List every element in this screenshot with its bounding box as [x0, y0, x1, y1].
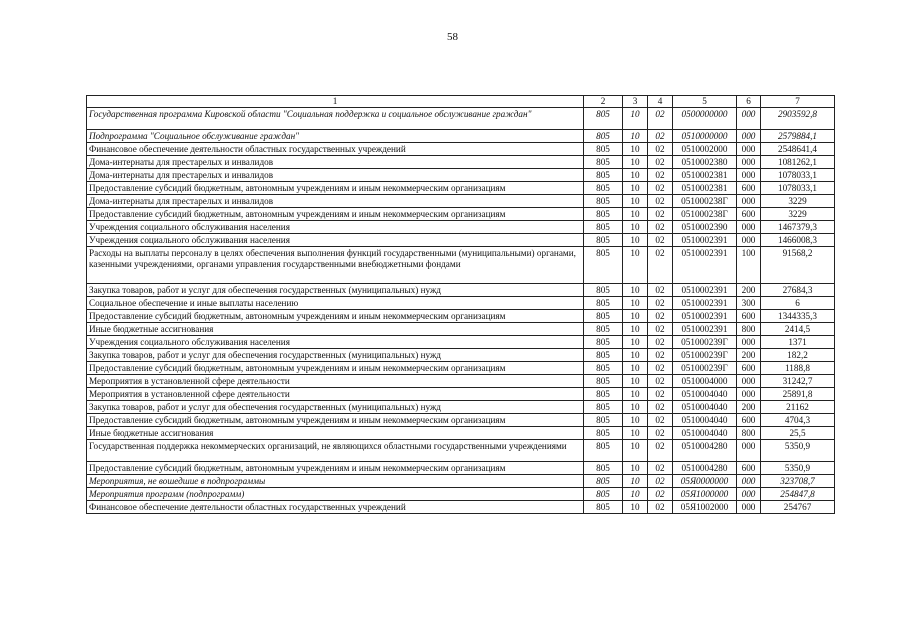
row-name-cell: Учреждения социального обслуживания населения — [87, 221, 584, 234]
section-code-cell: 10 — [623, 143, 648, 156]
ministry-code-cell: 805 — [584, 297, 623, 310]
table-row — [87, 462, 835, 475]
amount-cell: 2548641,4 — [761, 143, 835, 156]
subsection-code-cell: 02 — [648, 362, 673, 375]
section-code-cell: 10 — [623, 475, 648, 488]
subsection-code-cell: 02 — [648, 156, 673, 169]
amount-cell: 1078033,1 — [761, 182, 835, 195]
target-article-cell: 0510004040 — [673, 388, 737, 401]
row-name-cell: Государственная программа Кировской области "Социальная поддержка и социальное обслуживание граждан" — [87, 108, 584, 130]
amount-cell: 1467379,3 — [761, 221, 835, 234]
header-row — [87, 96, 835, 108]
subsection-code-cell: 02 — [648, 414, 673, 427]
ministry-code-cell: 805 — [584, 221, 623, 234]
subsection-code-cell: 02 — [648, 475, 673, 488]
section-code-cell: 10 — [623, 501, 648, 514]
expense-type-cell: 200 — [737, 401, 761, 414]
table-row — [87, 349, 835, 362]
table-row — [87, 488, 835, 501]
table-row — [87, 336, 835, 349]
subsection-code-cell: 02 — [648, 310, 673, 323]
row-name-cell: Дома-интернаты для престарелых и инвалидов — [87, 195, 584, 208]
ministry-code-cell: 805 — [584, 169, 623, 182]
subsection-code-cell: 02 — [648, 169, 673, 182]
row-name-cell: Учреждения социального обслуживания населения — [87, 336, 584, 349]
section-code-cell: 10 — [623, 284, 648, 297]
subsection-code-cell: 02 — [648, 130, 673, 143]
table-row — [87, 108, 835, 130]
amount-cell: 6 — [761, 297, 835, 310]
amount-cell: 4704,3 — [761, 414, 835, 427]
expense-type-cell: 000 — [737, 440, 761, 462]
subsection-code-cell: 02 — [648, 427, 673, 440]
row-name-cell: Дома-интернаты для престарелых и инвалидов — [87, 156, 584, 169]
row-name-cell: Мероприятия программ (подпрограмм) — [87, 488, 584, 501]
section-code-cell: 10 — [623, 401, 648, 414]
subsection-code-cell: 02 — [648, 195, 673, 208]
expense-type-cell: 000 — [737, 195, 761, 208]
section-code-cell: 10 — [623, 234, 648, 247]
expense-type-cell: 000 — [737, 488, 761, 501]
target-article-cell: 0500000000 — [673, 108, 737, 130]
table-row — [87, 375, 835, 388]
table-row — [87, 182, 835, 195]
section-code-cell: 10 — [623, 208, 648, 221]
table-row — [87, 208, 835, 221]
budget-table — [86, 95, 835, 514]
target-article-cell: 051000239Г — [673, 349, 737, 362]
expense-type-cell: 600 — [737, 414, 761, 427]
amount-cell: 3229 — [761, 208, 835, 221]
expense-type-cell: 600 — [737, 362, 761, 375]
ministry-code-cell: 805 — [584, 234, 623, 247]
expense-type-cell: 000 — [737, 169, 761, 182]
header-cell: 1 — [87, 96, 584, 108]
amount-cell: 1371 — [761, 336, 835, 349]
row-name-cell: Мероприятия, не вошедшие в подпрограммы — [87, 475, 584, 488]
expense-type-cell: 000 — [737, 336, 761, 349]
amount-cell: 27684,3 — [761, 284, 835, 297]
table-row — [87, 234, 835, 247]
row-name-cell: Закупка товаров, работ и услуг для обеспечения государственных (муниципальных) нужд — [87, 401, 584, 414]
target-article-cell: 0510002391 — [673, 247, 737, 284]
ministry-code-cell: 805 — [584, 440, 623, 462]
expense-type-cell: 600 — [737, 208, 761, 221]
section-code-cell: 10 — [623, 310, 648, 323]
subsection-code-cell: 02 — [648, 349, 673, 362]
row-name-cell: Предоставление субсидий бюджетным, автономным учреждениям и иным некоммерческим организациям — [87, 208, 584, 221]
table-row — [87, 414, 835, 427]
section-code-cell: 10 — [623, 349, 648, 362]
table-row — [87, 323, 835, 336]
subsection-code-cell: 02 — [648, 401, 673, 414]
ministry-code-cell: 805 — [584, 475, 623, 488]
table-row — [87, 440, 835, 462]
ministry-code-cell: 805 — [584, 108, 623, 130]
ministry-code-cell: 805 — [584, 375, 623, 388]
ministry-code-cell: 805 — [584, 349, 623, 362]
header-cell: 5 — [673, 96, 737, 108]
target-article-cell: 05Я0000000 — [673, 475, 737, 488]
subsection-code-cell: 02 — [648, 234, 673, 247]
target-article-cell: 0510002391 — [673, 297, 737, 310]
row-name-cell: Расходы на выплаты персоналу в целях обеспечения выполнения функций государственными (муниципальными) органами, казенными учреждениями, органами управления государственными внебюджетными фондами — [87, 247, 584, 284]
ministry-code-cell: 805 — [584, 323, 623, 336]
expense-type-cell: 600 — [737, 182, 761, 195]
row-name-cell: Предоставление субсидий бюджетным, автономным учреждениям и иным некоммерческим организациям — [87, 310, 584, 323]
subsection-code-cell: 02 — [648, 375, 673, 388]
ministry-code-cell: 805 — [584, 362, 623, 375]
target-article-cell: 0510004000 — [673, 375, 737, 388]
section-code-cell: 10 — [623, 375, 648, 388]
subsection-code-cell: 02 — [648, 182, 673, 195]
subsection-code-cell: 02 — [648, 388, 673, 401]
section-code-cell: 10 — [623, 336, 648, 349]
table-row — [87, 427, 835, 440]
row-name-cell: Финансовое обеспечение деятельности областных государственных учреждений — [87, 143, 584, 156]
amount-cell: 5350,9 — [761, 462, 835, 475]
amount-cell: 3229 — [761, 195, 835, 208]
amount-cell: 1188,8 — [761, 362, 835, 375]
amount-cell: 2903592,8 — [761, 108, 835, 130]
amount-cell: 182,2 — [761, 349, 835, 362]
row-name-cell: Предоставление субсидий бюджетным, автономным учреждениям и иным некоммерческим организациям — [87, 362, 584, 375]
target-article-cell: 0510002391 — [673, 284, 737, 297]
ministry-code-cell: 805 — [584, 247, 623, 284]
expense-type-cell: 000 — [737, 156, 761, 169]
ministry-code-cell: 805 — [584, 488, 623, 501]
table-row — [87, 362, 835, 375]
row-name-cell: Социальное обеспечение и иные выплаты населению — [87, 297, 584, 310]
amount-cell: 1466008,3 — [761, 234, 835, 247]
table-row — [87, 156, 835, 169]
ministry-code-cell: 805 — [584, 310, 623, 323]
table-row — [87, 221, 835, 234]
target-article-cell: 0510002381 — [673, 182, 737, 195]
target-article-cell: 051000238Г — [673, 195, 737, 208]
row-name-cell: Подпрограмма "Социальное обслуживание граждан" — [87, 130, 584, 143]
amount-cell: 2414,5 — [761, 323, 835, 336]
amount-cell: 2579884,1 — [761, 130, 835, 143]
section-code-cell: 10 — [623, 195, 648, 208]
header-cell: 2 — [584, 96, 623, 108]
section-code-cell: 10 — [623, 362, 648, 375]
row-name-cell: Учреждения социального обслуживания населения — [87, 234, 584, 247]
ministry-code-cell: 805 — [584, 156, 623, 169]
subsection-code-cell: 02 — [648, 221, 673, 234]
target-article-cell: 0510002391 — [673, 323, 737, 336]
subsection-code-cell: 02 — [648, 143, 673, 156]
target-article-cell: 0510002381 — [673, 169, 737, 182]
target-article-cell: 05Я1000000 — [673, 488, 737, 501]
amount-cell: 21162 — [761, 401, 835, 414]
row-name-cell: Предоставление субсидий бюджетным, автономным учреждениям и иным некоммерческим организациям — [87, 182, 584, 195]
ministry-code-cell: 805 — [584, 388, 623, 401]
target-article-cell: 0510002390 — [673, 221, 737, 234]
subsection-code-cell: 02 — [648, 488, 673, 501]
target-article-cell: 0510004280 — [673, 462, 737, 475]
expense-type-cell: 000 — [737, 388, 761, 401]
amount-cell: 1081262,1 — [761, 156, 835, 169]
expense-type-cell: 000 — [737, 501, 761, 514]
subsection-code-cell: 02 — [648, 336, 673, 349]
table-row — [87, 475, 835, 488]
ministry-code-cell: 805 — [584, 501, 623, 514]
expense-type-cell: 200 — [737, 349, 761, 362]
section-code-cell: 10 — [623, 323, 648, 336]
section-code-cell: 10 — [623, 247, 648, 284]
expense-type-cell: 600 — [737, 462, 761, 475]
expense-type-cell: 000 — [737, 143, 761, 156]
subsection-code-cell: 02 — [648, 501, 673, 514]
subsection-code-cell: 02 — [648, 462, 673, 475]
ministry-code-cell: 805 — [584, 130, 623, 143]
header-cell: 7 — [761, 96, 835, 108]
subsection-code-cell: 02 — [648, 440, 673, 462]
target-article-cell: 0510002000 — [673, 143, 737, 156]
table-row — [87, 297, 835, 310]
subsection-code-cell: 02 — [648, 247, 673, 284]
expense-type-cell: 000 — [737, 130, 761, 143]
section-code-cell: 10 — [623, 297, 648, 310]
target-article-cell: 0510002391 — [673, 234, 737, 247]
section-code-cell: 10 — [623, 130, 648, 143]
row-name-cell: Предоставление субсидий бюджетным, автономным учреждениям и иным некоммерческим организациям — [87, 462, 584, 475]
ministry-code-cell: 805 — [584, 427, 623, 440]
subsection-code-cell: 02 — [648, 108, 673, 130]
amount-cell: 25,5 — [761, 427, 835, 440]
amount-cell: 254767 — [761, 501, 835, 514]
table-row — [87, 501, 835, 514]
table-row — [87, 284, 835, 297]
section-code-cell: 10 — [623, 182, 648, 195]
amount-cell: 323708,7 — [761, 475, 835, 488]
target-article-cell: 0510002391 — [673, 310, 737, 323]
expense-type-cell: 000 — [737, 475, 761, 488]
expense-type-cell: 000 — [737, 108, 761, 130]
subsection-code-cell: 02 — [648, 284, 673, 297]
expense-type-cell: 800 — [737, 427, 761, 440]
table-row — [87, 130, 835, 143]
section-code-cell: 10 — [623, 462, 648, 475]
section-code-cell: 10 — [623, 414, 648, 427]
target-article-cell: 0510004280 — [673, 440, 737, 462]
row-name-cell: Иные бюджетные ассигнования — [87, 427, 584, 440]
ministry-code-cell: 805 — [584, 401, 623, 414]
table-row — [87, 388, 835, 401]
amount-cell: 91568,2 — [761, 247, 835, 284]
row-name-cell: Предоставление субсидий бюджетным, автономным учреждениям и иным некоммерческим организациям — [87, 414, 584, 427]
table-row — [87, 247, 835, 284]
row-name-cell: Закупка товаров, работ и услуг для обеспечения государственных (муниципальных) нужд — [87, 349, 584, 362]
table-row — [87, 401, 835, 414]
section-code-cell: 10 — [623, 221, 648, 234]
expense-type-cell: 000 — [737, 375, 761, 388]
row-name-cell: Финансовое обеспечение деятельности областных государственных учреждений — [87, 501, 584, 514]
row-name-cell: Закупка товаров, работ и услуг для обеспечения государственных (муниципальных) нужд — [87, 284, 584, 297]
ministry-code-cell: 805 — [584, 208, 623, 221]
table-row — [87, 169, 835, 182]
page-number: 58 — [447, 31, 458, 43]
subsection-code-cell: 02 — [648, 208, 673, 221]
expense-type-cell: 800 — [737, 323, 761, 336]
ministry-code-cell: 805 — [584, 462, 623, 475]
ministry-code-cell: 805 — [584, 182, 623, 195]
section-code-cell: 10 — [623, 156, 648, 169]
target-article-cell: 0510004040 — [673, 414, 737, 427]
expense-type-cell: 200 — [737, 284, 761, 297]
amount-cell: 5350,9 — [761, 440, 835, 462]
header-cell: 4 — [648, 96, 673, 108]
target-article-cell: 051000239Г — [673, 336, 737, 349]
section-code-cell: 10 — [623, 169, 648, 182]
amount-cell: 31242,7 — [761, 375, 835, 388]
target-article-cell: 051000238Г — [673, 208, 737, 221]
target-article-cell: 0510004040 — [673, 427, 737, 440]
target-article-cell: 05Я1002000 — [673, 501, 737, 514]
expense-type-cell: 300 — [737, 297, 761, 310]
subsection-code-cell: 02 — [648, 323, 673, 336]
ministry-code-cell: 805 — [584, 336, 623, 349]
target-article-cell: 0510000000 — [673, 130, 737, 143]
row-name-cell: Государственная поддержка некоммерческих организаций, не являющихся областными государственными учреждениями — [87, 440, 584, 462]
target-article-cell: 051000239Г — [673, 362, 737, 375]
ministry-code-cell: 805 — [584, 414, 623, 427]
ministry-code-cell: 805 — [584, 143, 623, 156]
target-article-cell: 0510002380 — [673, 156, 737, 169]
amount-cell: 25891,8 — [761, 388, 835, 401]
ministry-code-cell: 805 — [584, 195, 623, 208]
section-code-cell: 10 — [623, 427, 648, 440]
expense-type-cell: 000 — [737, 234, 761, 247]
expense-type-cell: 100 — [737, 247, 761, 284]
table-row — [87, 195, 835, 208]
amount-cell: 1078033,1 — [761, 169, 835, 182]
section-code-cell: 10 — [623, 108, 648, 130]
expense-type-cell: 000 — [737, 221, 761, 234]
section-code-cell: 10 — [623, 440, 648, 462]
target-article-cell: 0510004040 — [673, 401, 737, 414]
section-code-cell: 10 — [623, 488, 648, 501]
ministry-code-cell: 805 — [584, 284, 623, 297]
row-name-cell: Мероприятия в установленной сфере деятельности — [87, 388, 584, 401]
header-cell: 3 — [623, 96, 648, 108]
row-name-cell: Мероприятия в установленной сфере деятельности — [87, 375, 584, 388]
table-row — [87, 310, 835, 323]
section-code-cell: 10 — [623, 388, 648, 401]
table-row — [87, 143, 835, 156]
header-cell: 6 — [737, 96, 761, 108]
amount-cell: 254847,8 — [761, 488, 835, 501]
row-name-cell: Дома-интернаты для престарелых и инвалидов — [87, 169, 584, 182]
amount-cell: 1344335,3 — [761, 310, 835, 323]
subsection-code-cell: 02 — [648, 297, 673, 310]
expense-type-cell: 600 — [737, 310, 761, 323]
row-name-cell: Иные бюджетные ассигнования — [87, 323, 584, 336]
